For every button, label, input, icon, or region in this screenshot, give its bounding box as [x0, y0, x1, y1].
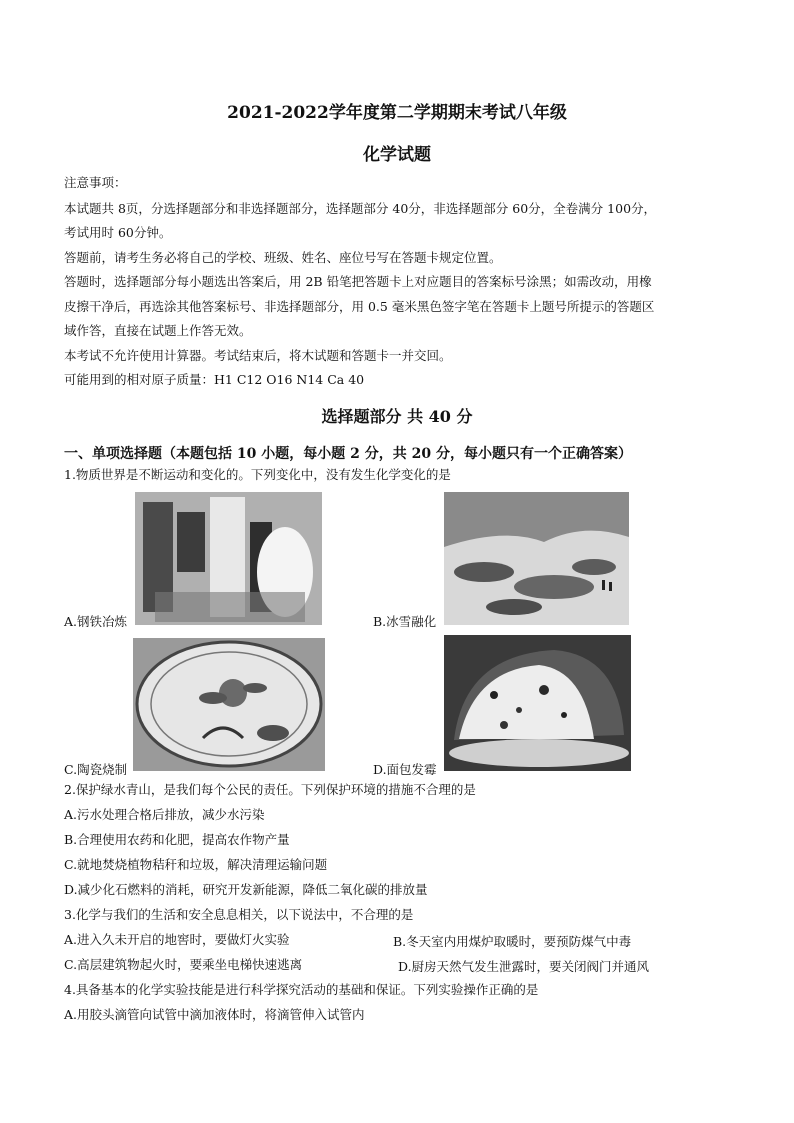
notes-line-4: 答题时，选择题部分每小题选出答案后，用 2B 铅笔把答题卡上对应题目的答案标号涂黑；如需改动，用橡	[64, 274, 652, 289]
steel-smelting-image	[135, 492, 322, 625]
q1-option-a: A.钢铁冶炼	[64, 614, 128, 629]
q3-option-b: B.冬天室内用煤炉取暖时，要预防煤气中毒	[393, 934, 632, 949]
section-title: 选择题部分 共 40 分	[321, 407, 473, 426]
moldy-bread-image	[444, 635, 631, 771]
q1-stem: 1.物质世界是不断运动和变化的。下列变化中，没有发生化学变化的是	[64, 467, 451, 482]
q1-option-b: B.冰雪融化	[373, 614, 437, 629]
notes-line-2: 考试用时 60分钟。	[64, 225, 172, 240]
notes-line-6: 域作答，直接在试题上作答无效。	[64, 323, 252, 338]
q3-option-c: C.高层建筑物起火时，要乘坐电梯快速逃离	[64, 957, 303, 972]
notes-heading: 注意事项：	[64, 175, 127, 190]
notes-line-1: 本试题共 8页，分选择题部分和非选择题部分，选择题部分 40分，非选择题部分 60分，全卷满分 100分，	[64, 201, 657, 216]
ice-melting-image	[444, 492, 629, 625]
q2-stem: 2.保护绿水青山，是我们每个公民的责任。下列保护环境的措施不合理的是	[64, 782, 476, 797]
notes-line-8: 可能用到的相对原子质量：H1 C12 O16 N14 Ca 40	[64, 372, 365, 387]
notes-line-3: 答题前，请考生务必将自己的学校、班级、姓名、座位号写在答题卡规定位置。	[64, 250, 502, 265]
q2-option-a: A.污水处理合格后排放，减少水污染	[64, 807, 265, 822]
q2-option-d: D.减少化石燃料的消耗，研究开发新能源，降低二氧化碳的排放量	[64, 882, 428, 897]
q2-option-b: B.合理使用农药和化肥，提高农作物产量	[64, 832, 290, 847]
q4-stem: 4.具备基本的化学实验技能是进行科学探究活动的基础和保证。下列实验操作正确的是	[64, 982, 539, 997]
q1-option-c: C.陶瓷烧制	[64, 762, 128, 777]
part-one-heading: 一、单项选择题（本题包括 10 小题，每小题 2 分，共 20 分，每小题只有一个正确答案）	[64, 446, 632, 462]
exam-subtitle: 化学试题	[363, 145, 431, 165]
porcelain-image	[133, 638, 325, 771]
q3-stem: 3.化学与我们的生活和安全息息相关，以下说法中，不合理的是	[64, 907, 414, 922]
notes-line-7: 本考试不允许使用计算器。考试结束后，将木试题和答题卡一并交回。	[64, 348, 452, 363]
q3-option-d: D.厨房天然气发生泄露时，要关闭阀门并通风	[398, 959, 650, 974]
q2-option-c: C.就地焚烧植物秸秆和垃圾，解决清理运输问题	[64, 857, 328, 872]
exam-title: 2021-2022学年度第二学期期末考试八年级	[227, 103, 567, 123]
q1-option-d: D.面包发霉	[373, 762, 437, 777]
notes-line-5: 皮擦干净后，再选涂其他答案标号、非选择题部分，用 0.5 毫米黑色签字笔在答题卡上题号所提示的答题区	[64, 299, 655, 314]
q3-option-a: A.进入久未开启的地窖时，要做灯火实验	[64, 932, 290, 947]
q4-option-a: A.用胶头滴管向试管中滴加液体时，将滴管伸入试管内	[64, 1007, 365, 1022]
